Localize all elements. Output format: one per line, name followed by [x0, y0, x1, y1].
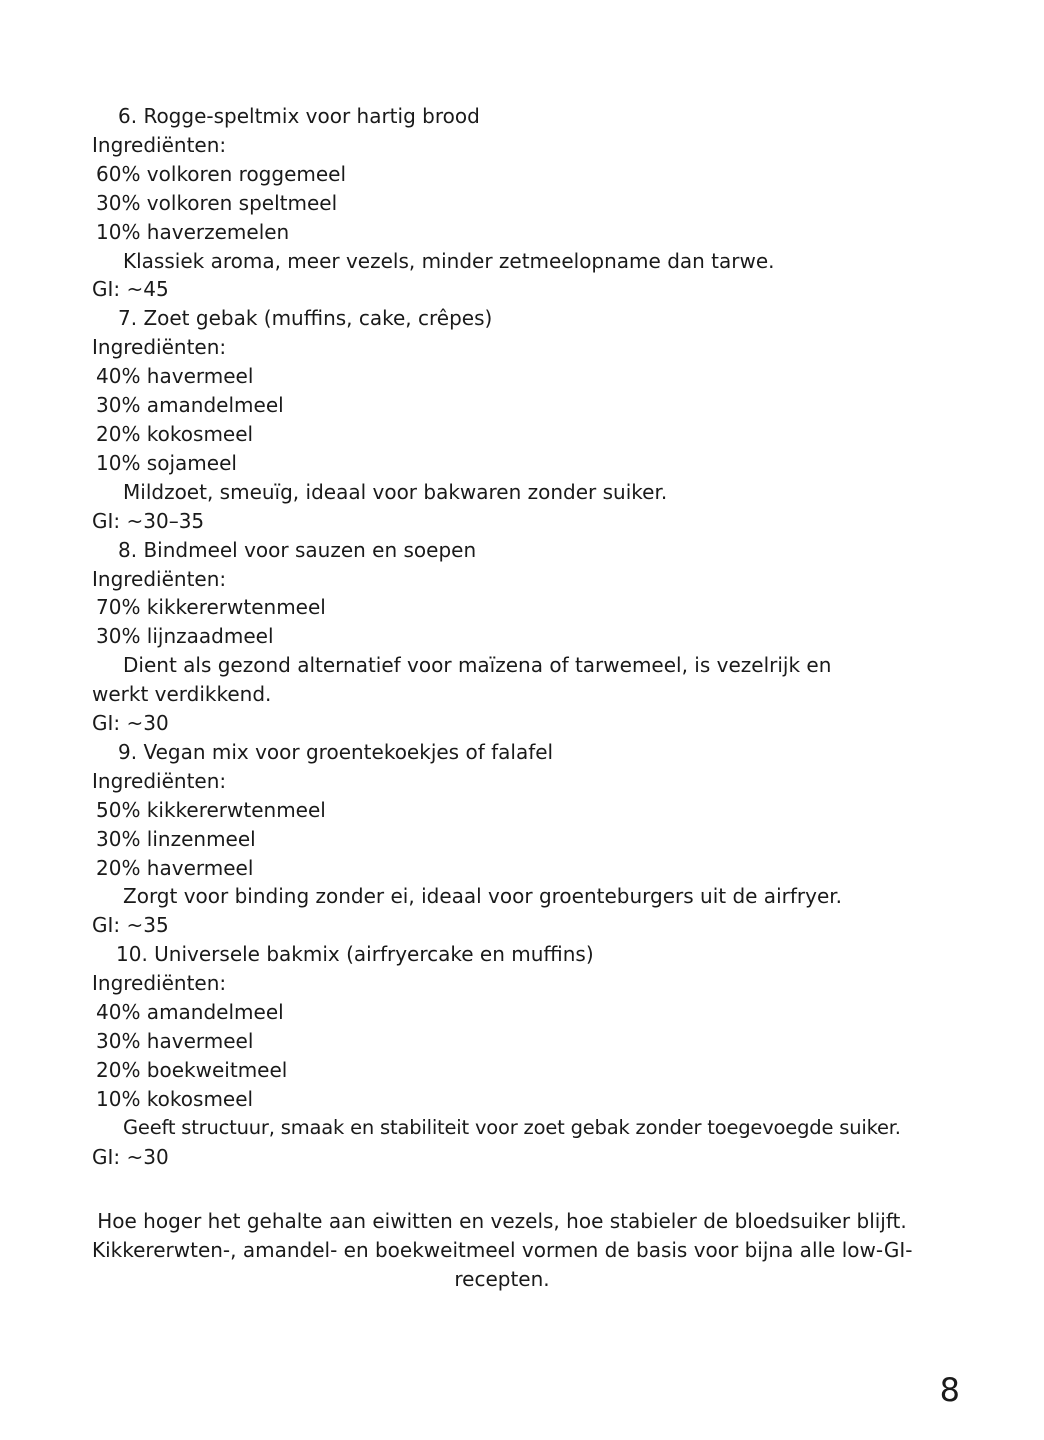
ingredients-label: Ingrediënten: [92, 335, 227, 360]
section-description: Zorgt voor binding zonder ei, ideaal voor groenteburgers uit de airfryer. [123, 884, 842, 909]
section-description: Mildzoet, smeuïg, ideaal voor bakwaren zonder suiker. [123, 479, 668, 504]
section-description: Dient als gezond alternatief voor maïzena of tarwemeel, is vezelrijk en werkt verdikkend. [92, 653, 832, 707]
ingredient-item: 30% volkoren speltmeel [96, 190, 338, 215]
section-heading: 7. Zoet gebak (muffins, cake, crêpes) [118, 306, 493, 331]
gi-value: GI: ~35 [92, 913, 169, 938]
ingredient-item: 30% linzenmeel [96, 826, 256, 851]
footer-line: Hoe hoger het gehalte aan eiwitten en vezels, hoe stabieler de bloedsuiker blijft. [97, 1209, 907, 1233]
footer-note [92, 1207, 912, 1294]
section-heading: 8. Bindmeel voor sauzen en soepen [118, 537, 477, 562]
section-heading: 10. Universele bakmix (airfryercake en muffins) [116, 942, 594, 967]
ingredients-label: Ingrediënten: [92, 566, 227, 591]
ingredients-label: Ingrediënten: [92, 768, 227, 793]
section-heading: 6. Rogge-speltmix voor hartig brood [118, 104, 480, 128]
recipe-list [92, 102, 992, 1172]
ingredient-item: 30% lijnzaadmeel [96, 624, 274, 649]
ingredient-item: 30% amandelmeel [96, 393, 284, 418]
ingredient-item: 10% haverzemelen [96, 219, 290, 244]
footer-line: recepten. [454, 1266, 550, 1291]
gi-value: GI: ~30 [92, 1144, 169, 1169]
ingredient-item: 60% volkoren roggemeel [96, 161, 347, 186]
gi-value: GI: ~30 [92, 711, 169, 736]
page-number: 8 [939, 1371, 960, 1409]
section-description: Klassiek aroma, meer vezels, minder zetmeelopname dan tarwe. [123, 248, 775, 273]
section-description: Geeft structuur, smaak en stabiliteit voor zoet gebak zonder toegevoegde suiker. [123, 1115, 901, 1139]
ingredient-item: 40% amandelmeel [96, 1000, 284, 1025]
gi-value: GI: ~30–35 [92, 508, 205, 533]
ingredient-item: 40% havermeel [96, 364, 254, 389]
ingredient-item: 20% havermeel [96, 855, 254, 880]
ingredients-label: Ingrediënten: [92, 132, 227, 157]
section-heading: 9. Vegan mix voor groentekoekjes of falafel [118, 739, 554, 764]
ingredient-item: 10% kokosmeel [96, 1086, 254, 1111]
footer-line: Kikkererwten-, amandel- en boekweitmeel vormen de basis voor bijna alle low-GI- [92, 1237, 913, 1262]
ingredient-item: 20% kokosmeel [96, 421, 254, 446]
gi-value: GI: ~45 [92, 277, 169, 302]
ingredients-label: Ingrediënten: [92, 971, 227, 996]
ingredient-item: 50% kikkererwtenmeel [96, 797, 326, 822]
ingredient-item: 10% sojameel [96, 450, 237, 475]
ingredient-item: 70% kikkererwtenmeel [96, 595, 326, 620]
ingredient-item: 30% havermeel [96, 1029, 254, 1053]
ingredient-item: 20% boekweitmeel [96, 1057, 288, 1082]
